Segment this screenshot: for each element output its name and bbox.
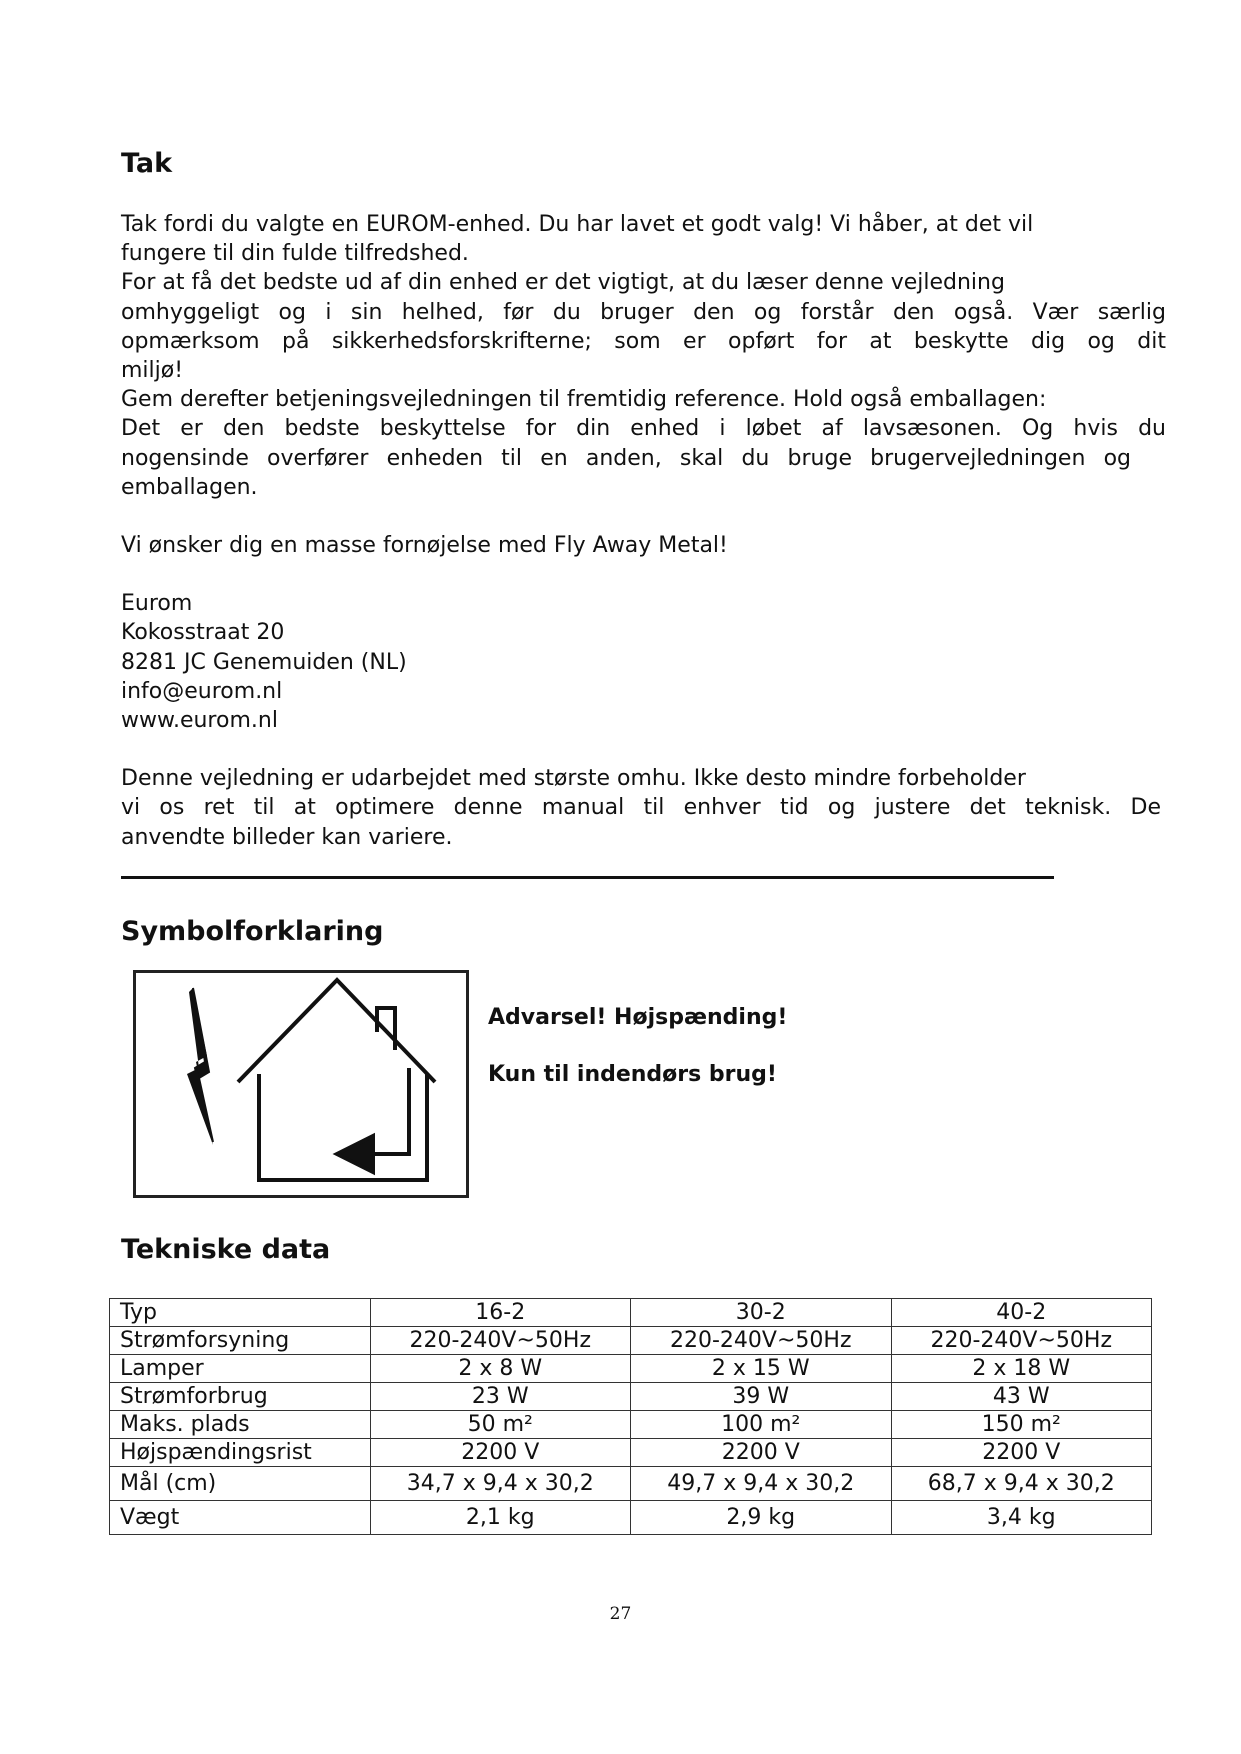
- table-cell: Vægt: [110, 1501, 371, 1535]
- table-cell: Strømforbrug: [110, 1383, 371, 1411]
- table-cell: 68,7 x 9,4 x 30,2: [891, 1467, 1152, 1501]
- address-email: info@eurom.nl: [121, 678, 283, 704]
- section-title-tak: Tak: [121, 148, 173, 179]
- address-line: Kokosstraat 20: [121, 620, 285, 646]
- table-cell: 2200 V: [370, 1439, 631, 1467]
- table-cell: 16-2: [370, 1299, 631, 1327]
- intro-line: Det er den bedste beskyttelse for din enhed i løbet af lavsæsonen. Og hvis du: [121, 416, 1166, 442]
- intro-line: For at få det bedste ud af din enhed er det vigtigt, at du læser denne vejledning: [121, 270, 1005, 296]
- intro-line: miljø!: [121, 358, 184, 384]
- intro-line: nogensinde overfører enheden til en anden, skal du bruge brugervejledningen og: [121, 445, 1131, 471]
- disclaimer-line: Denne vejledning er udarbejdet med største omhu. Ikke desto mindre forbeholder: [121, 766, 1026, 792]
- indoor-use-text: Kun til indendørs brug!: [488, 1062, 777, 1087]
- table-cell: 220-240V~50Hz: [631, 1327, 892, 1355]
- section-divider: [121, 876, 1054, 879]
- table-row: [110, 1467, 1152, 1501]
- table-cell: 2200 V: [631, 1439, 892, 1467]
- table-cell: 39 W: [631, 1383, 892, 1411]
- table-row: [110, 1355, 1152, 1383]
- table-cell: 2,9 kg: [631, 1501, 892, 1535]
- address-line: 8281 JC Genemuiden (NL): [121, 649, 407, 675]
- table-cell: 2200 V: [891, 1439, 1152, 1467]
- section-title-technical: Tekniske data: [121, 1234, 331, 1265]
- table-cell: 43 W: [891, 1383, 1152, 1411]
- table-header-row: [110, 1299, 1152, 1327]
- disclaimer-line: vi os ret til at optimere denne manual til enhver tid og justere det teknisk. De: [121, 795, 1161, 821]
- table-cell: 23 W: [370, 1383, 631, 1411]
- disclaimer-line: anvendte billeder kan variere.: [121, 824, 453, 850]
- warning-high-voltage-text: Advarsel! Højspænding!: [488, 1005, 788, 1030]
- intro-line: omhyggeligt og i sin helhed, før du bruger den og forstår den også. Vær særlig: [121, 299, 1166, 325]
- table-cell: 220-240V~50Hz: [891, 1327, 1152, 1355]
- table-cell: 50 m²: [370, 1411, 631, 1439]
- intro-line: opmærksom på sikkerhedsforskrifterne; som er opført for at beskytte dig og dit: [121, 328, 1166, 354]
- table-row: [110, 1411, 1152, 1439]
- symbol-legend: [488, 1004, 787, 1118]
- intro-line: fungere til din fulde tilfredshed.: [121, 241, 469, 267]
- table-cell: Mål (cm): [110, 1467, 371, 1501]
- section-title-symbols: Symbolforklaring: [121, 916, 384, 947]
- intro-line: Tak fordi du valgte en EUROM-enhed. Du har lavet et godt valg! Vi håber, at det vil: [121, 212, 1034, 237]
- table-cell: 150 m²: [891, 1411, 1152, 1439]
- table-cell: Maks. plads: [110, 1411, 371, 1439]
- address-line: Eurom: [121, 591, 193, 617]
- intro-text: [121, 210, 1166, 852]
- address-website: www.eurom.nl: [121, 708, 278, 734]
- intro-line: emballagen.: [121, 474, 258, 500]
- page-number: 27: [609, 1604, 632, 1624]
- table-cell: Lamper: [110, 1355, 371, 1383]
- table-cell: Strømforsyning: [110, 1327, 371, 1355]
- table-cell: 2,1 kg: [370, 1501, 631, 1535]
- wish-line: Vi ønsker dig en masse fornøjelse med Fly Away Metal!: [121, 533, 728, 559]
- table-cell: Højspændingsrist: [110, 1439, 371, 1467]
- table-cell: 34,7 x 9,4 x 30,2: [370, 1467, 631, 1501]
- table-cell: 100 m²: [631, 1411, 892, 1439]
- table-cell: 2 x 15 W: [631, 1355, 892, 1383]
- table-cell: Typ: [110, 1299, 371, 1327]
- table-row: [110, 1327, 1152, 1355]
- table-cell: 30-2: [631, 1299, 892, 1327]
- table-row: [110, 1501, 1152, 1535]
- symbol-box: [133, 970, 469, 1198]
- technical-data-table: [109, 1298, 1152, 1535]
- table-cell: 2 x 8 W: [370, 1355, 631, 1383]
- table-cell: 40-2: [891, 1299, 1152, 1327]
- table-row: [110, 1439, 1152, 1467]
- table-row: [110, 1383, 1152, 1411]
- table-cell: 49,7 x 9,4 x 30,2: [631, 1467, 892, 1501]
- intro-line: Gem derefter betjeningsvejledningen til fremtidig reference. Hold også emballagen:: [121, 387, 1047, 413]
- table-cell: 220-240V~50Hz: [370, 1327, 631, 1355]
- table-cell: 3,4 kg: [891, 1501, 1152, 1535]
- table-cell: 2 x 18 W: [891, 1355, 1152, 1383]
